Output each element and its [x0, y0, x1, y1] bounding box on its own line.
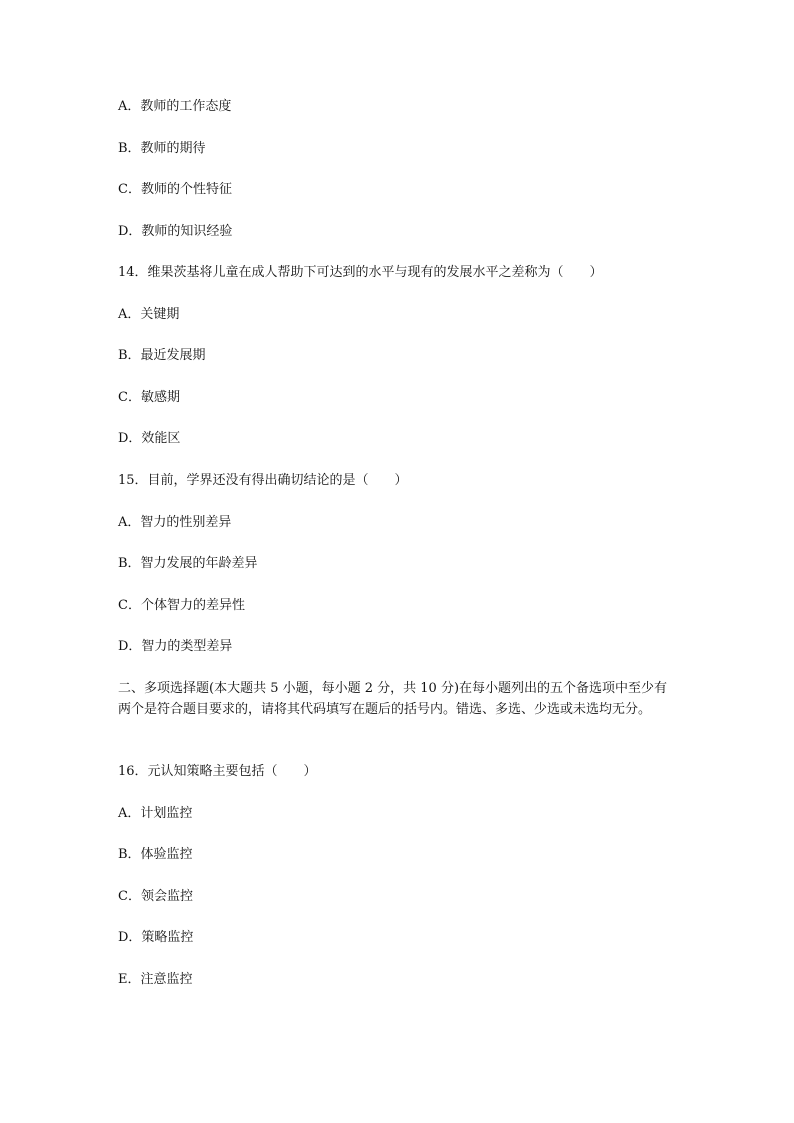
- q16-option-c: C．领会监控: [118, 889, 193, 904]
- q15-option-c: C．个体智力的差异性: [118, 598, 245, 613]
- q16-option-a: A．计划监控: [118, 806, 193, 821]
- q14-option-a: A．关键期: [118, 307, 180, 322]
- q15-stem: 15．目前，学界还没有得出确切结论的是（ ）: [118, 473, 408, 488]
- q13-option-d: D．教师的知识经验: [118, 224, 233, 239]
- q13-option-c: C．教师的个性特征: [118, 182, 232, 197]
- q15-option-b: B．智力发展的年龄差异: [118, 556, 258, 571]
- q15-option-a: A．智力的性别差异: [118, 515, 232, 530]
- q16-option-b: B．体验监控: [118, 847, 193, 862]
- q13-option-a: A．教师的工作态度: [118, 99, 232, 114]
- q16-stem: 16．元认知策略主要包括（ ）: [118, 764, 317, 779]
- q16-option-d: D．策略监控: [118, 930, 194, 945]
- q14-stem: 14．维果茨基将儿童在成人帮助下可达到的水平与现有的发展水平之差称为（ ）: [118, 265, 603, 280]
- q14-option-d: D．效能区: [118, 431, 181, 446]
- q14-option-b: B．最近发展期: [118, 348, 206, 363]
- section-2-instructions: 二、多项选择题(本大题共 5 小题，每小题 2 分，共 10 分)在每小题列出的五个备选项中至少有两个是符合题目要求的，请将其代码填写在题后的括号内。错选、多选、少选或未选均无分。: [118, 681, 668, 717]
- q14-option-c: C．敏感期: [118, 390, 180, 405]
- q16-option-e: E．注意监控: [118, 972, 193, 987]
- q15-option-d: D．智力的类型差异: [118, 639, 233, 654]
- q13-option-b: B．教师的期待: [118, 141, 206, 156]
